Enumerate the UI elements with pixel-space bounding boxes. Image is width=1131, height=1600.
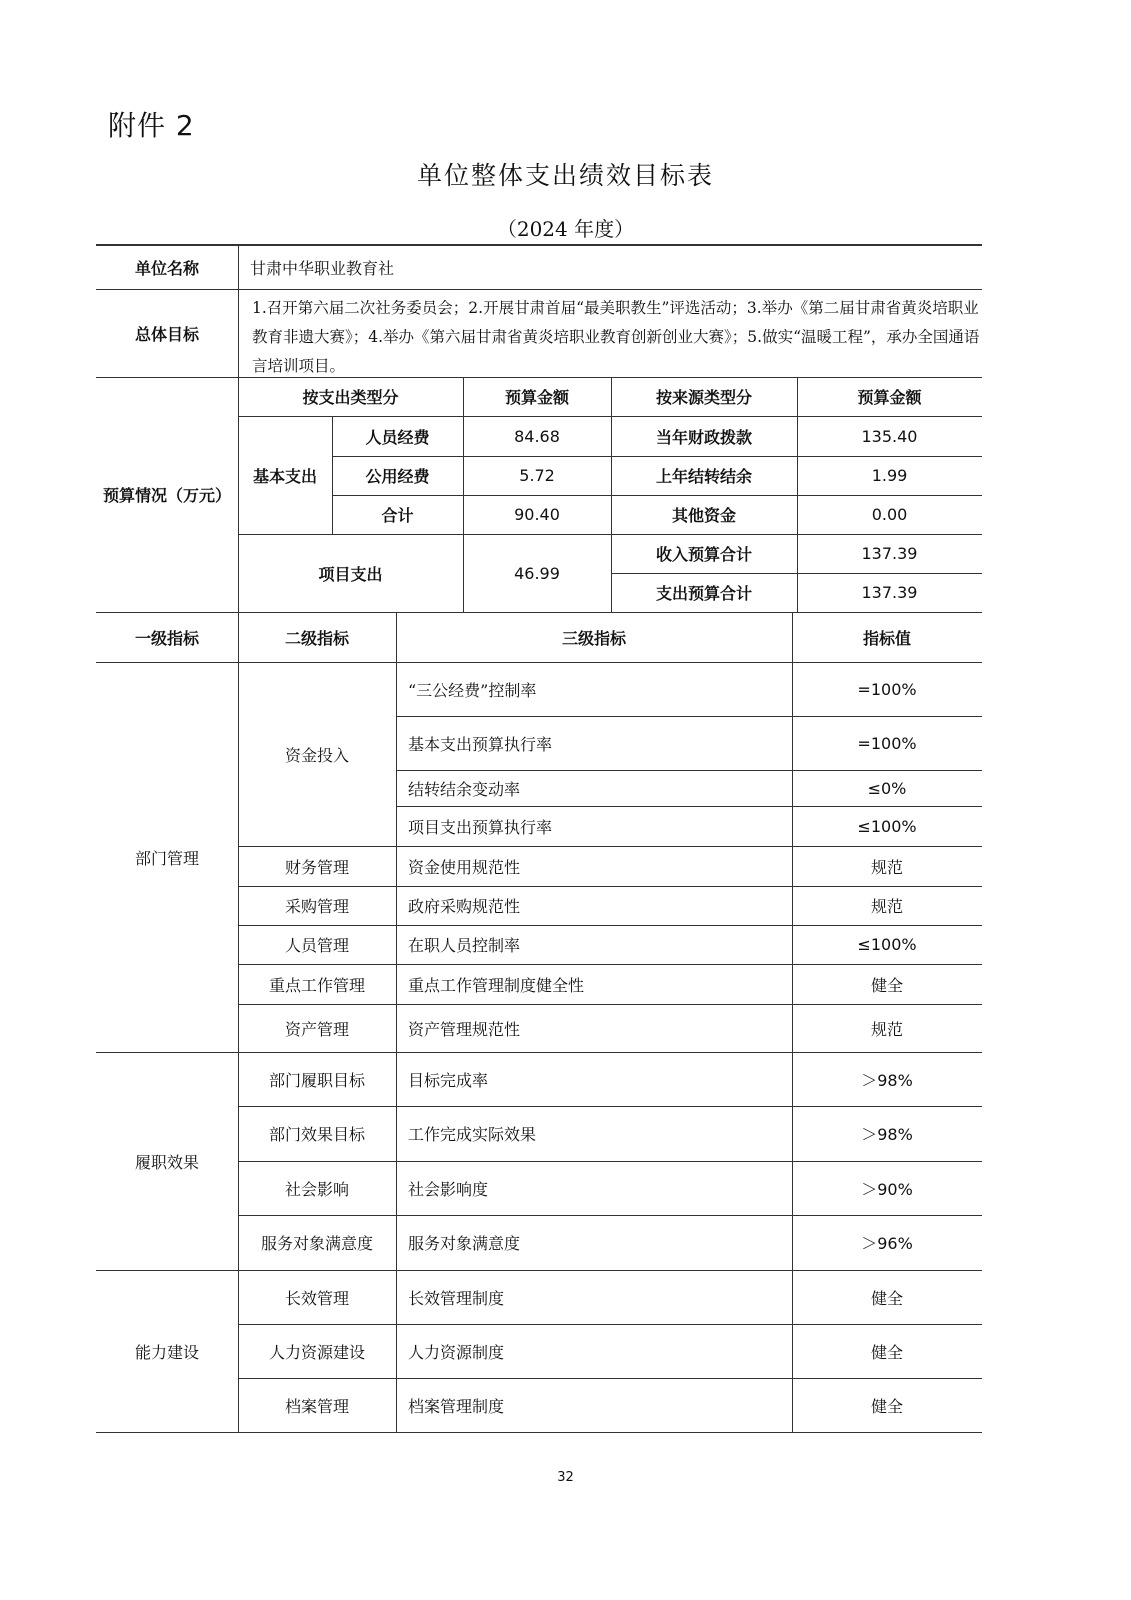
level1-capacity: 能力建设 <box>134 1342 199 1362</box>
level1-dept-management: 部门管理 <box>134 848 199 868</box>
page-title: 单位整体支出绩效目标表 <box>416 161 714 190</box>
level2-indicator: 长效管理 <box>284 1288 349 1308</box>
level2-indicator: 资产管理 <box>284 1019 349 1039</box>
basic-expense-label: 基本支出 <box>252 466 317 486</box>
personnel-cost-label: 人员经费 <box>365 427 430 447</box>
level2-indicator: 人员管理 <box>284 936 349 955</box>
level2-indicator: 社会影响 <box>284 1179 349 1199</box>
budget-label: 预算情况（万元） <box>102 486 231 505</box>
project-expense-value: 46.99 <box>514 563 560 583</box>
subtotal-label: 合计 <box>381 506 414 525</box>
year-subtitle: （2024 年度） <box>496 217 635 241</box>
overall-goal-label: 总体目标 <box>134 324 199 344</box>
indicator-value: ≤0% <box>867 778 907 798</box>
level3-indicator: 人力资源制度 <box>408 1342 505 1362</box>
level3-indicator: 在职人员控制率 <box>408 936 521 955</box>
source-fiscal-value: 135.40 <box>861 426 918 446</box>
subtotal-value: 90.40 <box>514 505 560 524</box>
income-total-label: 收入预算合计 <box>655 545 752 564</box>
level2-indicator: 资金投入 <box>284 745 349 765</box>
budget-header-expense-type: 按支出类型分 <box>302 388 399 407</box>
level3-indicator: 重点工作管理制度健全性 <box>408 975 585 995</box>
budget-header-source-type: 按来源类型分 <box>655 388 752 407</box>
indicator-value: 规范 <box>870 857 903 877</box>
level2-indicator: 部门履职目标 <box>268 1070 365 1090</box>
indicator-value: 健全 <box>870 975 903 995</box>
unit-name-value: 甘肃中华职业教育社 <box>250 258 395 278</box>
source-fiscal-label: 当年财政拨款 <box>655 427 752 447</box>
level3-indicator: 资产管理规范性 <box>408 1019 521 1039</box>
level3-indicator: 长效管理制度 <box>408 1288 505 1308</box>
indicator-value: ≤100% <box>857 816 917 836</box>
header-level3: 三级指标 <box>561 628 626 648</box>
indicator-value: =100% <box>857 679 917 699</box>
level2-indicator: 重点工作管理 <box>268 975 365 995</box>
indicator-value: ≤100% <box>857 935 917 954</box>
level2-indicator: 人力资源建设 <box>268 1342 365 1362</box>
level3-indicator: 目标完成率 <box>408 1070 489 1090</box>
level1-performance: 履职效果 <box>134 1152 199 1172</box>
public-cost-label: 公用经费 <box>365 467 430 486</box>
level3-indicator: 档案管理制度 <box>408 1396 505 1416</box>
personnel-cost-value: 84.68 <box>514 426 560 446</box>
indicator-value: 规范 <box>870 897 903 916</box>
level2-indicator: 服务对象满意度 <box>260 1234 373 1253</box>
level2-indicator: 部门效果目标 <box>268 1125 365 1144</box>
indicator-value: 健全 <box>870 1396 903 1416</box>
level3-indicator: 服务对象满意度 <box>408 1234 521 1253</box>
header-level2: 二级指标 <box>284 628 349 648</box>
level3-indicator: 政府采购规范性 <box>408 897 521 916</box>
indicator-value: ＞98% <box>861 1070 913 1090</box>
level3-indicator: 项目支出预算执行率 <box>408 817 553 837</box>
source-carryover-value: 1.99 <box>871 466 908 485</box>
income-total-value: 137.39 <box>861 544 918 563</box>
level2-indicator: 财务管理 <box>284 857 349 877</box>
header-level1: 一级指标 <box>134 628 199 648</box>
expense-total-label: 支出预算合计 <box>655 584 752 603</box>
source-other-value: 0.00 <box>871 505 908 524</box>
public-cost-value: 5.72 <box>519 466 555 485</box>
unit-name-label: 单位名称 <box>134 258 199 278</box>
budget-header-amount: 预算金额 <box>504 388 569 407</box>
level3-indicator: 社会影响度 <box>408 1179 489 1199</box>
indicator-value: ＞90% <box>861 1179 913 1199</box>
source-carryover-label: 上年结转结余 <box>655 467 752 486</box>
level2-indicator: 采购管理 <box>284 897 349 916</box>
indicator-value: =100% <box>857 733 917 753</box>
project-expense-label: 项目支出 <box>318 564 383 584</box>
level3-indicator: 工作完成实际效果 <box>408 1125 537 1144</box>
header-value: 指标值 <box>862 628 911 648</box>
level3-indicator: “三公经费”控制率 <box>408 680 537 700</box>
indicator-value: 规范 <box>870 1019 903 1039</box>
level3-indicator: 基本支出预算执行率 <box>408 734 553 754</box>
indicator-value: 健全 <box>870 1342 903 1362</box>
page-number: 32 <box>557 1470 574 1485</box>
expense-total-value: 137.39 <box>861 583 918 602</box>
level2-indicator: 档案管理 <box>284 1396 349 1416</box>
budget-header-amount-2: 预算金额 <box>857 388 922 407</box>
indicator-value: ＞98% <box>861 1125 913 1144</box>
level3-indicator: 结转结余变动率 <box>408 779 521 799</box>
indicator-value: 健全 <box>870 1288 903 1308</box>
overall-goal-text: 1.召开第六届二次社务委员会；2.开展甘肃首届“最美职教生”评选活动；3.举办《第二届甘肃省黄炎培职业教育非遗大赛》；4.举办《第六届甘肃省黄炎培职业教育创新创业大赛》；5.做实“温暖工程”，承办全国通语言培训项目。 <box>252 299 980 375</box>
source-other-label: 其他资金 <box>671 506 736 525</box>
indicator-value: ＞96% <box>861 1234 913 1253</box>
level3-indicator: 资金使用规范性 <box>408 857 521 877</box>
attachment-label: 附件 2 <box>108 109 195 142</box>
